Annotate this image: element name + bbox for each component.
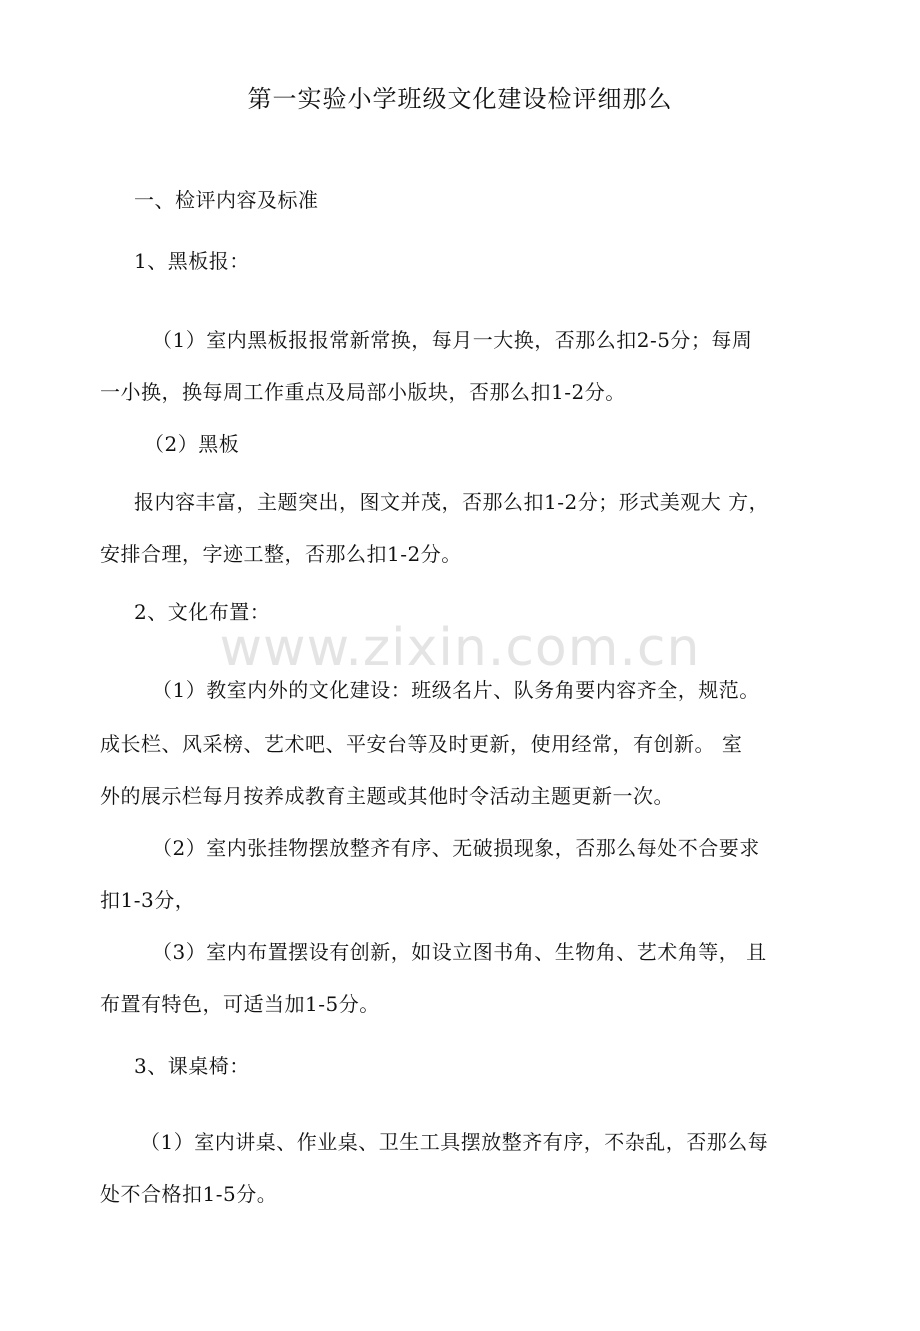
item2-paragraph2-line2: 扣1-3分， — [100, 888, 196, 912]
item2-paragraph1-line2: 成长栏、风采榜、艺术吧、平安台等及时更新，使用经常，有创新。 室 — [100, 732, 743, 756]
watermark: www.zixin.com.cn — [219, 618, 701, 678]
item3-paragraph1-line2: 处不合格扣1-5分。 — [100, 1182, 278, 1206]
document-title: 第一实验小学班级文化建设检评细那么 — [247, 85, 673, 113]
item1-paragraph2-line2: 安排合理，字迹工整，否那么扣1-2分。 — [100, 542, 462, 566]
item1-heading: 1、黑板报： — [134, 249, 250, 273]
item2-paragraph3-line2: 布置有特色，可适当加1-5分。 — [100, 992, 380, 1016]
item1-paragraph1-line2: 一小换，换每周工作重点及局部小版块，否那么扣1-2分。 — [100, 380, 626, 404]
item2-paragraph3-line1: （3）室内布置摆设有创新，如设立图书角、生物角、艺术角等， 且 — [152, 940, 767, 964]
item2-paragraph1-line3: 外的展示栏每月按养成教育主题或其他时令活动主题更新一次。 — [100, 784, 674, 808]
item2-heading: 2、文化布置： — [134, 600, 271, 624]
item3-paragraph1-line1: （1）室内讲桌、作业桌、卫生工具摆放整齐有序，不杂乱，否那么每 — [140, 1130, 769, 1154]
item3-heading: 3、课桌椅： — [134, 1054, 250, 1078]
item2-paragraph2-line1: （2）室内张挂物摆放整齐有序、无破损现象，否那么每处不合要求 — [152, 836, 760, 860]
item1-paragraph1-line1: （1）室内黑板报报常新常换，每月一大换，否那么扣2-5分；每周 — [152, 328, 753, 352]
item1-paragraph2-line1: 报内容丰富，主题突出，图文并茂，否那么扣1-2分；形式美观大 方， — [134, 490, 770, 514]
section-heading: 一、检评内容及标准 — [134, 188, 319, 212]
item1-paragraph2-label: （2）黑板 — [144, 432, 240, 456]
item2-paragraph1-line1: （1）教室内外的文化建设：班级名片、队务角要内容齐全，规范。 — [152, 678, 760, 702]
